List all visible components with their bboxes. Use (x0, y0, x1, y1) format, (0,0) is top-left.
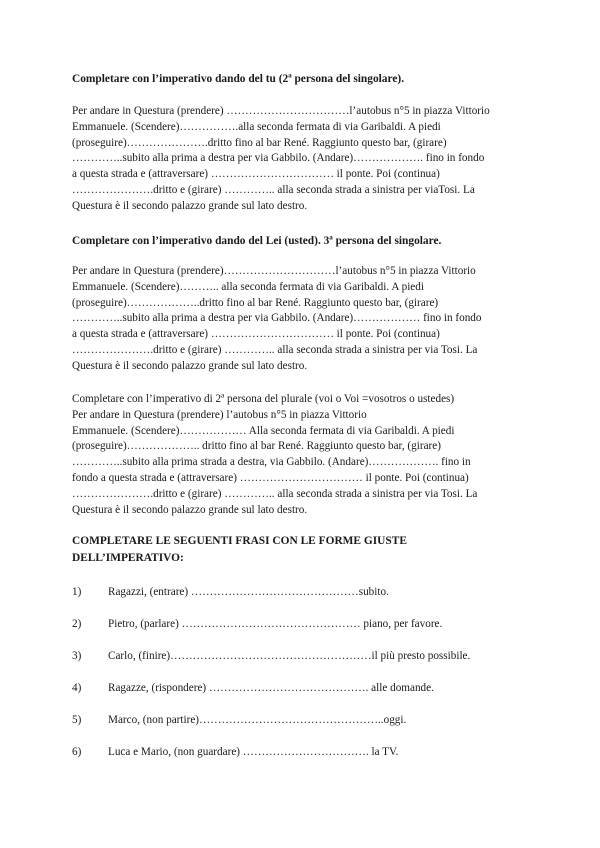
exercise-item-number: 3) (72, 650, 82, 662)
section1-paragraph (72, 104, 538, 215)
exercise-item-number: 1) (72, 586, 82, 598)
exercise-item-text: Marco, (non partire)…………………………………………..oggi. (108, 714, 407, 726)
section3-line: (proseguire)……………….. dritto fino al bar René. Raggiunto questo bar, (girare) (72, 440, 441, 453)
section3-line: Questura è il secondo palazzo grande sul lato destro. (72, 503, 308, 516)
exercise-item-text: Ragazzi, (entrare) ………………………………………subito. (108, 586, 389, 598)
exercise-item-text: Ragazze, (rispondere) ……………………………………. alle domande. (108, 682, 434, 694)
section1-line: …………..subito alla prima a destra per via Gabbilo. (Andare)………………. fino in fondo (72, 152, 485, 165)
section2-line: …………..subito alla prima a destra per via Gabbilo. (Andare)……………… fino in fondo (72, 312, 482, 325)
section1-heading: Completare con l’imperativo dando del tu (2ª persona del singolare). (72, 73, 405, 85)
section3-line: fondo a questa strada e (attraversare) …………………………… il ponte. Poi (continua) (72, 471, 469, 484)
section2-line: (proseguire)………………..dritto fino al bar René. Raggiunto questo bar, (girare) (72, 296, 439, 309)
document-page (72, 0, 538, 848)
section3-line: …………..subito alla prima strada a destra, via Gabbilo. (Andare)………………. fino in (72, 456, 471, 469)
section2-line: ………………….dritto e (girare) ………….. alla seconda strada a sinistra per via Tosi. La (72, 343, 478, 356)
section2-line: Emmanuele. (Scendere)……….. alla seconda fermata di via Garibaldi. A piedi (72, 280, 424, 293)
exercise-item-text: Luca e Mario, (non guardare) ……………………………. la TV. (108, 746, 399, 758)
section3-paragraph (72, 392, 538, 518)
section3-line: Emmanuele. (Scendere)……………… Alla seconda fermata di via Garibaldi. A piedi (72, 424, 455, 437)
section3-line: ………………….dritto e (girare) ………….. alla seconda strada a sinistra per via Tosi. La (72, 487, 478, 500)
section2-line: a questa strada e (attraversare) …………………………… il ponte. Poi (continua) (72, 328, 440, 341)
exercise-heading-line: COMPLETARE LE SEGUENTI FRASI CON LE FORME GIUSTE (72, 535, 407, 547)
section2-heading: Completare con l’imperativo dando del Lei (usted). 3ª persona del singolare. (72, 235, 442, 247)
section2-paragraph (72, 264, 538, 375)
section2-line: Per andare in Questura (prendere)…………………………l’autobus n°5 in piazza Vittorio (72, 265, 476, 277)
exercise-heading-line: DELL’IMPERATIVO: (72, 551, 184, 564)
section3-line: Per andare in Questura (prendere) l’autobus n°5 in piazza Vittorio (72, 408, 367, 421)
exercise-item-number: 2) (72, 618, 82, 630)
exercise-item-text: Carlo, (finire)………………………………………………il più presto possibile. (108, 650, 471, 662)
section1-line: (proseguire)………………….dritto fino al bar René. Raggiunto questo bar, (girare) (72, 136, 447, 149)
section1-line: Emmanuele. (Scendere)…………….alla seconda fermata di via Garibaldi. A piedi (72, 120, 441, 133)
section1-line: Per andare in Questura (prendere) ……………………………l’autobus n°5 in piazza Vittorio (72, 105, 490, 117)
section1-line: Questura è il secondo palazzo grande sul lato destro. (72, 199, 308, 212)
exercise-item-number: 6) (72, 746, 82, 758)
exercise-heading (72, 533, 407, 566)
section1-line: ………………….dritto e (girare) ………….. alla seconda strada a sinistra per viaTosi. La (72, 183, 475, 196)
exercise-item-text: Pietro, (parlare) ………………………………………… piano, per favore. (108, 618, 443, 630)
section2-line: Questura è il secondo palazzo grande sul lato destro. (72, 359, 308, 372)
exercise-item-number: 5) (72, 714, 82, 726)
section3-line: Completare con l’imperativo di 2ª persona del plurale (voi o Voi =vosotros o ustedes) (72, 393, 455, 405)
section1-line: a questa strada e (attraversare) …………………………… il ponte. Poi (continua) (72, 168, 440, 181)
exercise-item-number: 4) (72, 682, 82, 694)
